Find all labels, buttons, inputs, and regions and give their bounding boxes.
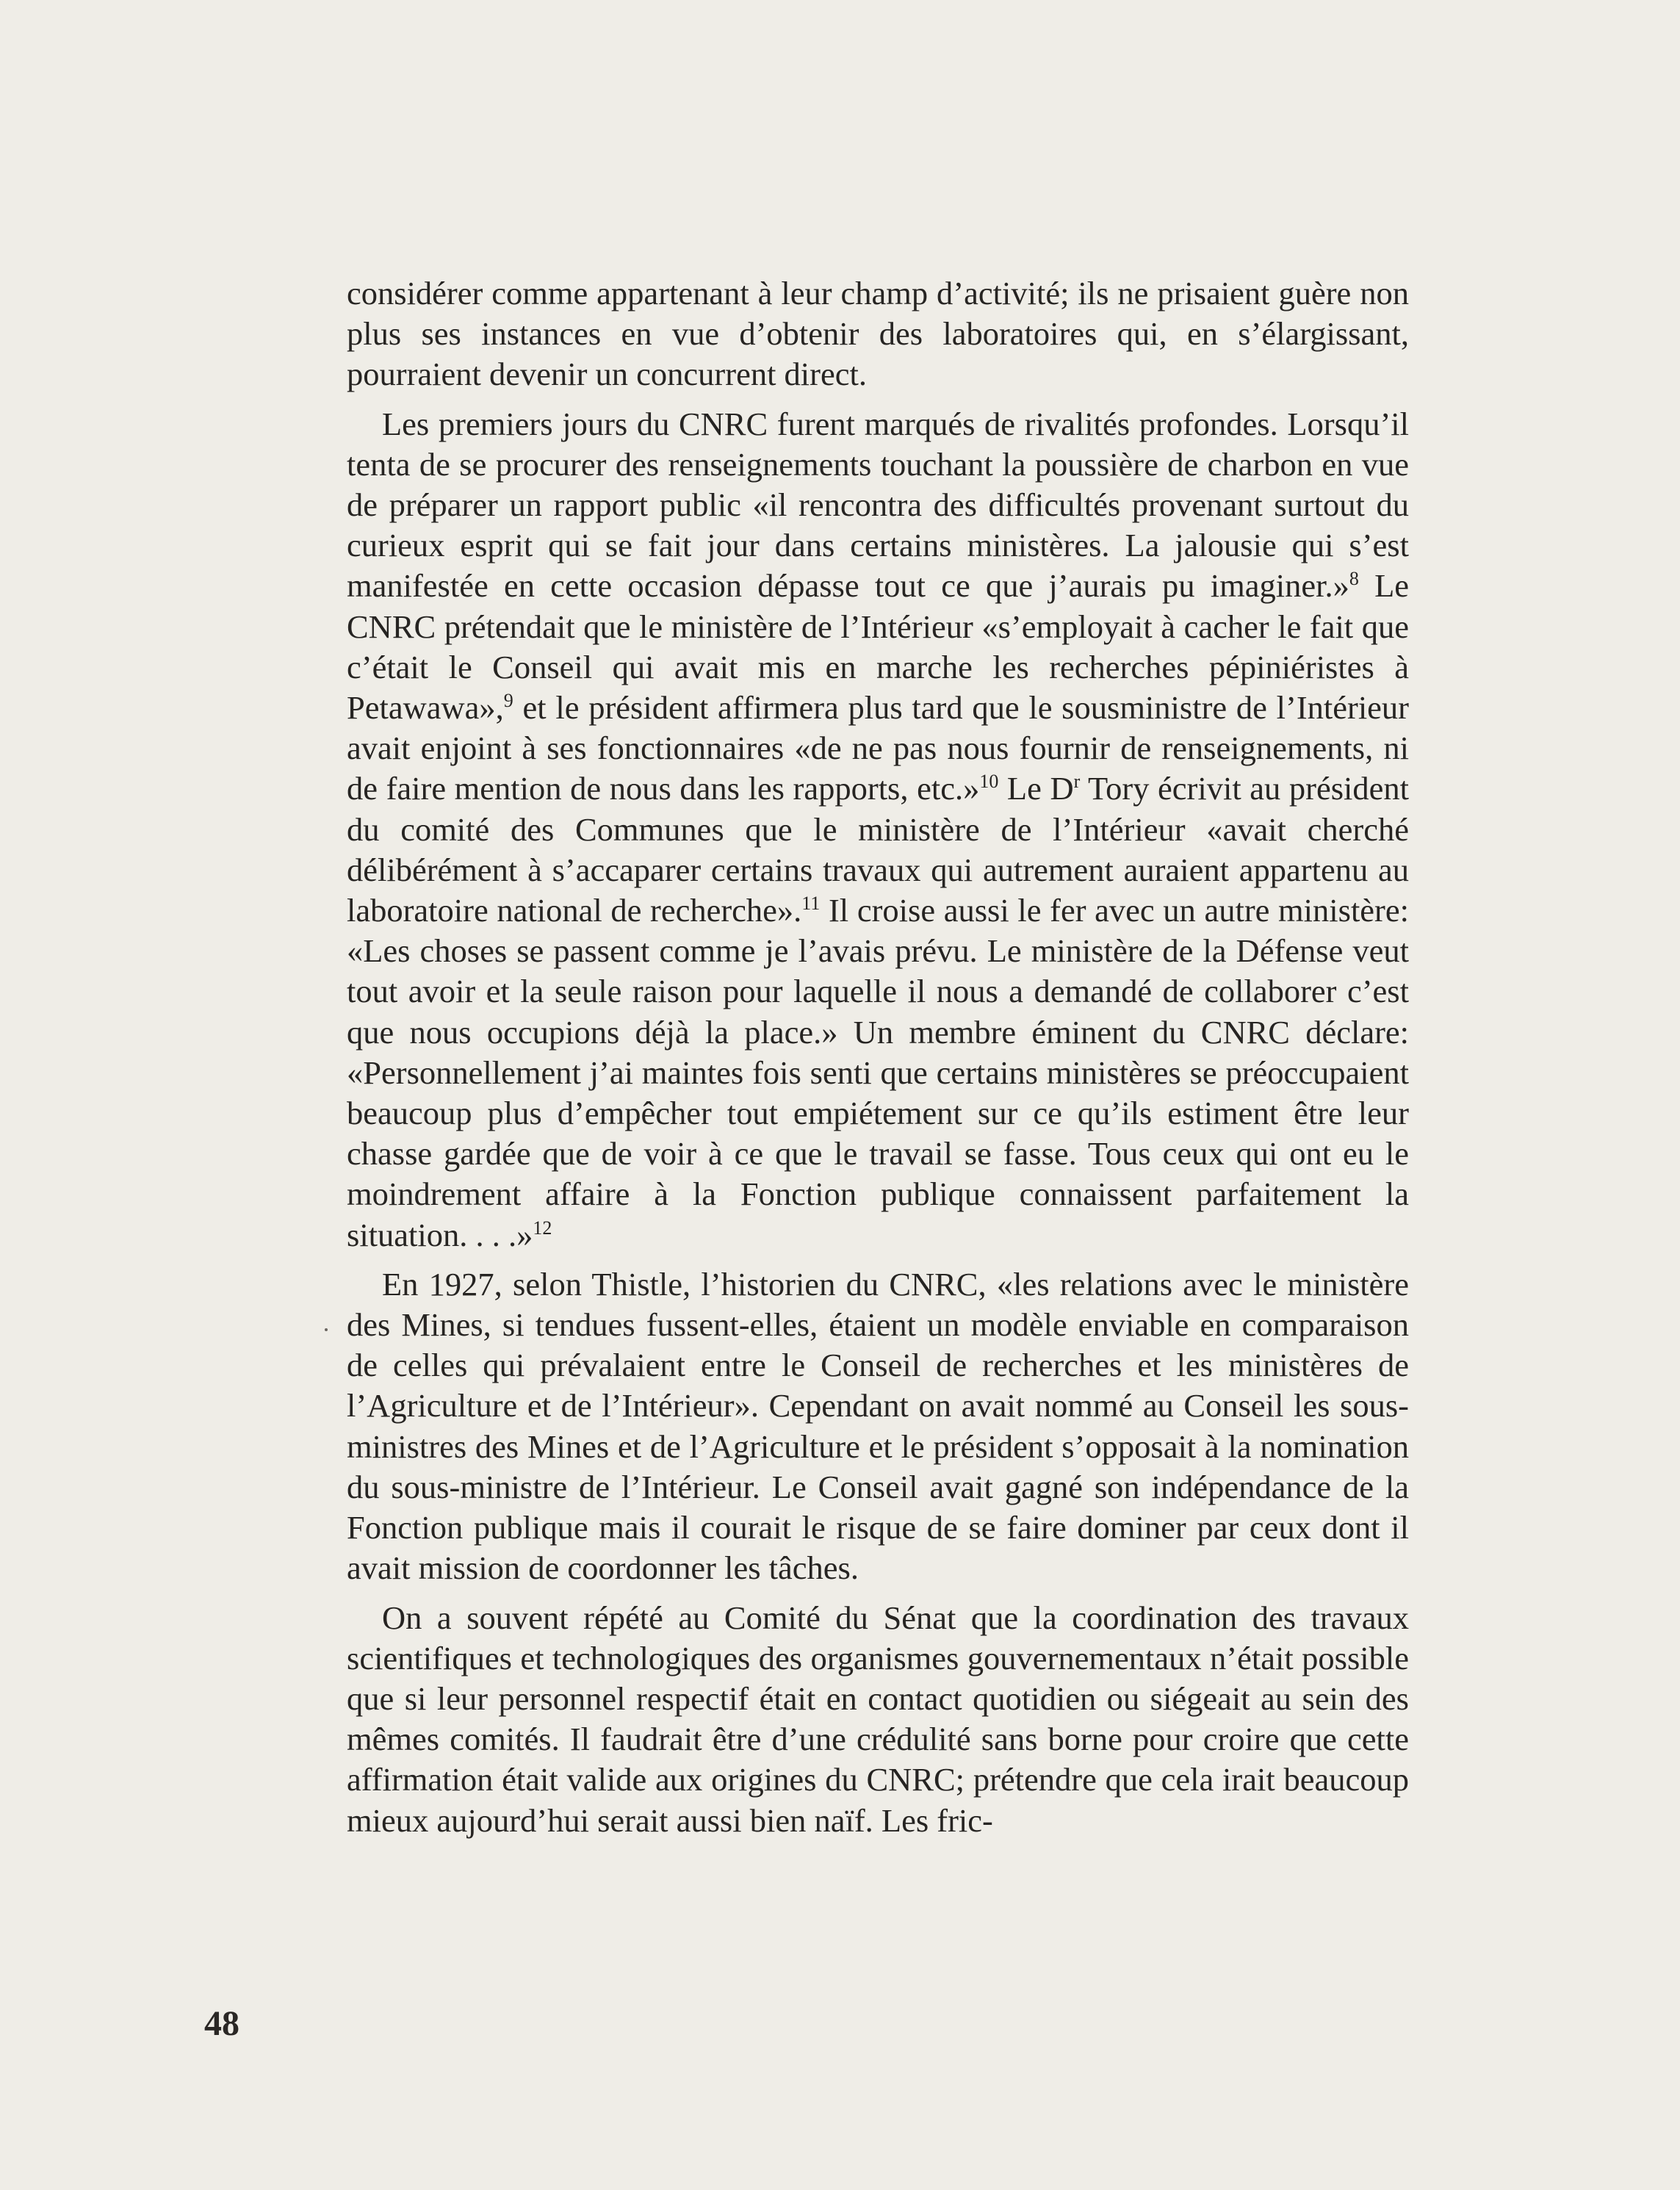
footnote-ref-8: 8 xyxy=(1349,568,1359,590)
page-number: 48 xyxy=(204,2004,239,2043)
paragraph-2-text-4a: Le D xyxy=(998,770,1074,807)
paragraph-4-text: On a souvent répété au Comité du Sénat que la coordination des travaux scientifiques et technologiques des organismes gouvernementaux n’était possible que si leur personnel respectif était en contact quotidien ou siégeait au sein des mêmes comités. Il faudrait être d’une crédulité sans borne pour croire que cette affirmation était valide aux origines du CNRC; prétendre que cela irait beaucoup mieux aujourd’hui serait aussi bien naïf. Les fric- xyxy=(347,1599,1409,1839)
paragraph-3 xyxy=(347,1264,1409,1589)
paragraph-4 xyxy=(347,1598,1409,1841)
footnote-ref-12: 12 xyxy=(533,1217,552,1239)
paragraph-2-text-4b: Tory écrivit au président du comité des Communes que le ministère de l’Intérieur «avait cherché délibérément à s’accaparer certains travaux qui autrement auraient appartenu au laboratoire national de recherche». xyxy=(347,770,1409,929)
paragraph-2-text-2: Le CNRC prétendait que le ministère de l’Intérieur «s’employait à cacher le fait que c’était le Conseil qui avait mis en marche les recherches pépiniéristes à Petawawa», xyxy=(347,567,1409,727)
paragraph-1-text: considérer comme appartenant à leur champ d’activité; ils ne prisaient guère non plus ses instances en vue d’obtenir des laboratoires qui, en s’élargissant, pourraient devenir un concurrent direct. xyxy=(347,275,1409,393)
doctor-abbrev-sup: r xyxy=(1073,771,1081,793)
paragraph-2-text-5: Il croise aussi le fer avec un autre ministère: «Les choses se passent comme je l’avais prévu. Le ministère de la Défense veut tout avoir et la seule raison pour laquelle il nous a demandé de collaborer c’est que nous occupions déjà la place.» Un membre éminent du CNRC déclare: «Personnellement j’ai maintes fois senti que certains ministères se préoccupaient beaucoup plus d’empêcher tout empiétement sur ce qu’ils estiment être leur chasse gardée que de voir à ce que le travail se fasse. Tous ceux qui ont eu le moindrement affaire à la Fonction publique connaissent parfaitement la situation. . . .» xyxy=(347,892,1409,1253)
paragraph-3-text: En 1927, selon Thistle, l’historien du CNRC, «les relations avec le ministère des Mines, si tendues fussent-elles, étaient un modèle enviable en comparaison de celles qui prévalaient entre le Conseil de recherches et les ministères de l’Agriculture et de l’Intérieur». Cependant on avait nommé au Conseil les sous-ministres des Mines et de l’Agriculture et le président s’opposait à la nomination du sous-ministre de l’Intérieur. Le Conseil avait gagné son indépendance de la Fonction publique mais il courait le risque de se faire dominer par ceux dont il avait mission de coordonner les tâches. xyxy=(347,1265,1409,1587)
footnote-ref-11: 11 xyxy=(801,893,821,915)
paragraph-2-text-1: Les premiers jours du CNRC furent marqués de rivalités profondes. Lorsqu’il tenta de se procurer des renseignements touchant la poussière de charbon en vue de préparer un rapport public «il rencontra des difficultés provenant surtout du curieux esprit qui se fait jour dans certains ministères. La jalousie qui s’est manifestée en cette occasion dépasse tout ce que j’aurais pu imaginer.» xyxy=(347,405,1409,605)
body-text xyxy=(347,273,1409,1841)
paragraph-1 xyxy=(347,273,1409,395)
footnote-ref-9: 9 xyxy=(503,690,513,712)
paragraph-2 xyxy=(347,404,1409,1256)
paragraph-2-text-3: et le président affirmera plus tard que le sousministre de l’Intérieur avait enjoint à ses fonctionnaires «de ne pas nous fournir de renseignements, ni de faire mention de nous dans les rapports, etc.» xyxy=(347,689,1409,807)
paper-speck xyxy=(325,1328,328,1331)
footnote-ref-10: 10 xyxy=(979,771,999,793)
